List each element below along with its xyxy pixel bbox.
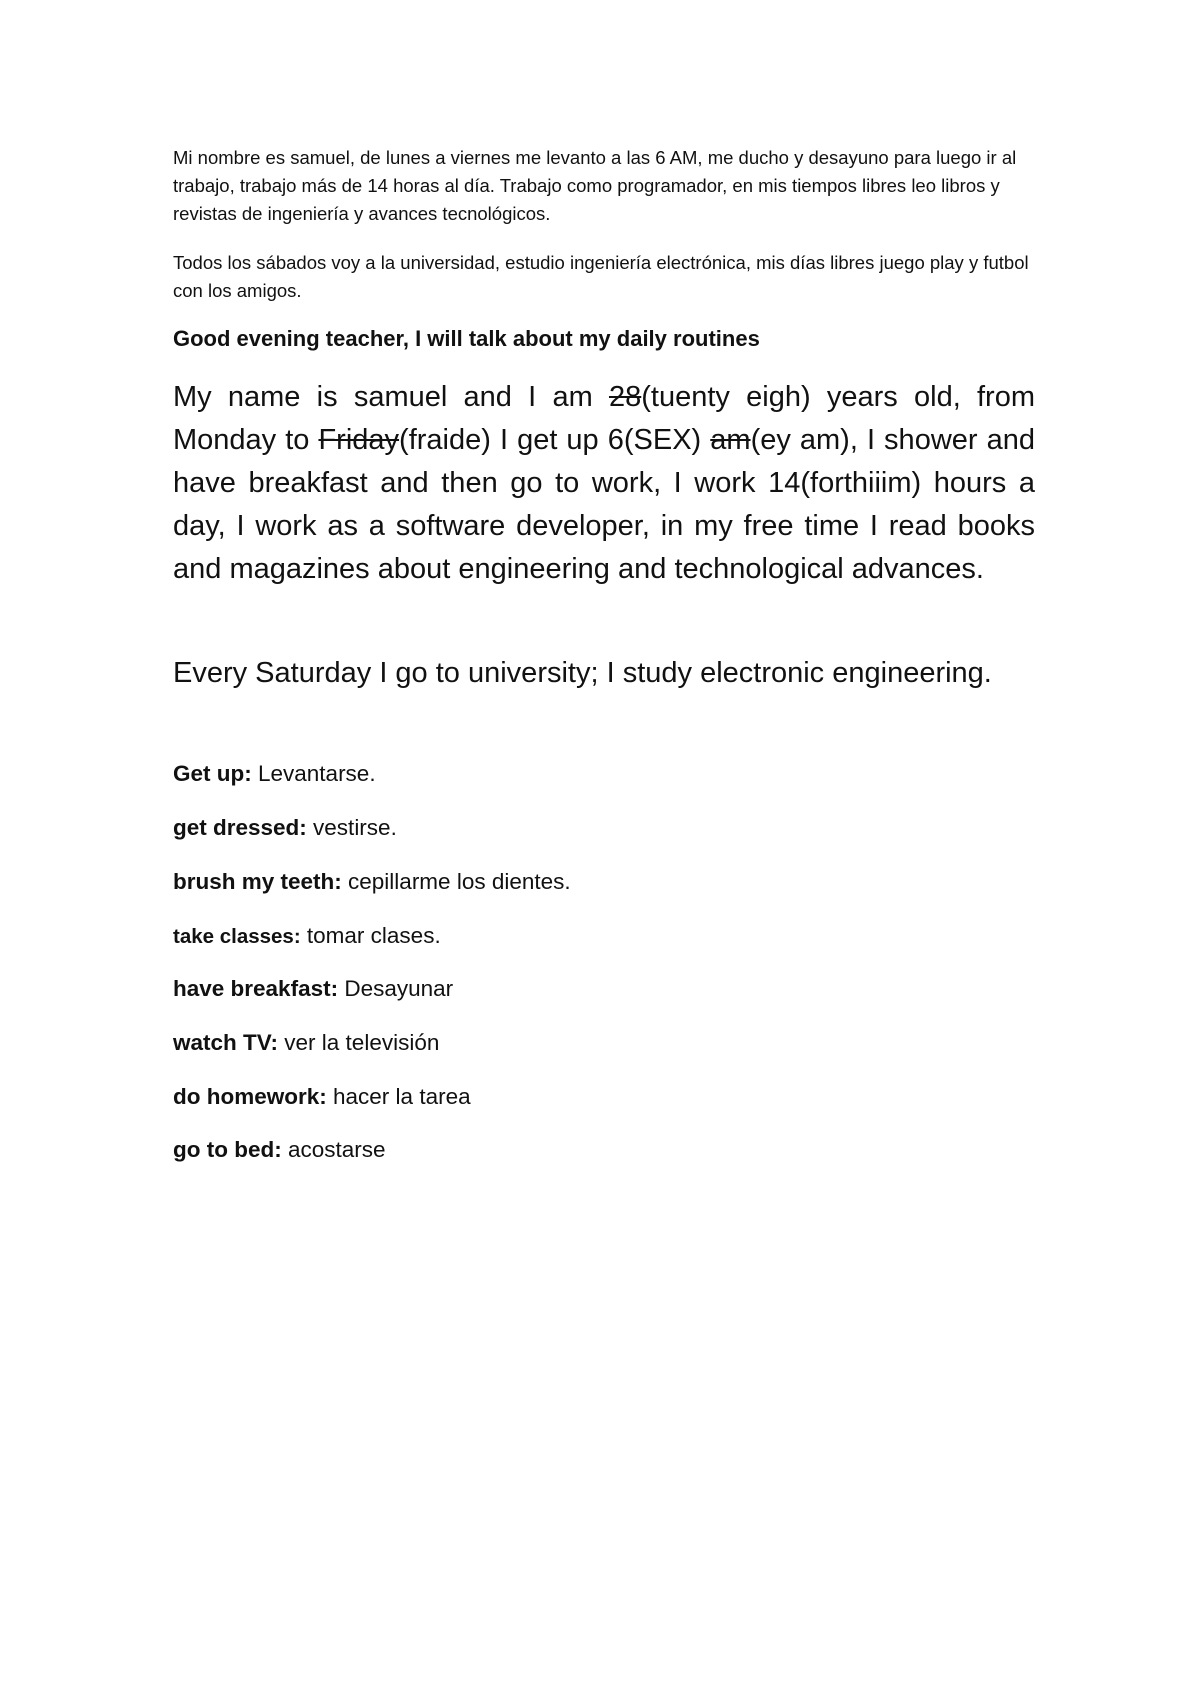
vocab-item [173, 869, 571, 895]
vocab-term: watch TV: [173, 1030, 279, 1055]
english-text-segment: My name is samuel and I am [173, 381, 609, 413]
document-heading: Good evening teacher, I will talk about my daily routines [173, 326, 760, 351]
vocab-item [173, 815, 397, 841]
vocab-item [173, 976, 453, 1002]
vocab-item [173, 1084, 471, 1110]
spanish-paragraph-2: Todos los sábados voy a la universidad, estudio ingeniería electrónica, mis días libres juego play y futbol con los amigos. [173, 252, 1029, 301]
vocab-meaning: cepillarme los dientes. [341, 869, 571, 894]
vocab-meaning: Desayunar [338, 976, 454, 1001]
vocab-item [173, 923, 441, 949]
vocab-meaning: ver la televisión [278, 1030, 440, 1055]
struck-text: Friday [318, 424, 400, 456]
vocab-meaning: hacer la tarea [326, 1084, 471, 1109]
vocab-term: go to bed: [173, 1137, 282, 1162]
vocab-term: have breakfast: [173, 976, 339, 1001]
vocab-term: do homework: [173, 1084, 327, 1109]
vocab-item [173, 1030, 439, 1056]
vocab-term: get dressed: [173, 815, 307, 840]
document-page [173, 0, 1035, 1696]
vocab-term: brush my teeth: [173, 869, 342, 894]
english-text-segment: (tuenty eigh) years old, from Monday to [173, 381, 1035, 456]
english-text-segment: (ey am), I shower and have breakfast and then go to work, I work 14(forthiiim) hours a day, I work as a software developer, in my free time I read books and magazines about engineering and technological advances. [173, 424, 1035, 585]
english-paragraph-2: Every Saturday I go to university; I study electronic engineering. [173, 657, 992, 689]
vocab-meaning: acostarse [281, 1137, 386, 1162]
english-text-segment: (fraide) I get up 6(SEX) [399, 424, 711, 456]
spanish-paragraph-1: Mi nombre es samuel, de lunes a viernes me levanto a las 6 AM, me ducho y desayuno para luego ir al trabajo, trabajo más de 14 horas al día. Trabajo como programador, en mis tiempos libres leo libros y revistas de ingeniería y avances tecnológicos. [173, 147, 1017, 224]
vocab-term: take classes: [173, 925, 301, 948]
vocab-meaning: tomar clases. [300, 923, 441, 948]
vocab-item [173, 1137, 386, 1163]
vocab-meaning: Levantarse. [251, 761, 376, 786]
vocab-meaning: vestirse. [306, 815, 397, 840]
struck-text: am [710, 424, 751, 456]
vocab-item [173, 761, 376, 787]
english-paragraph-1 [173, 376, 1035, 591]
struck-text: 28 [608, 381, 642, 413]
vocab-term: Get up: [173, 761, 252, 786]
